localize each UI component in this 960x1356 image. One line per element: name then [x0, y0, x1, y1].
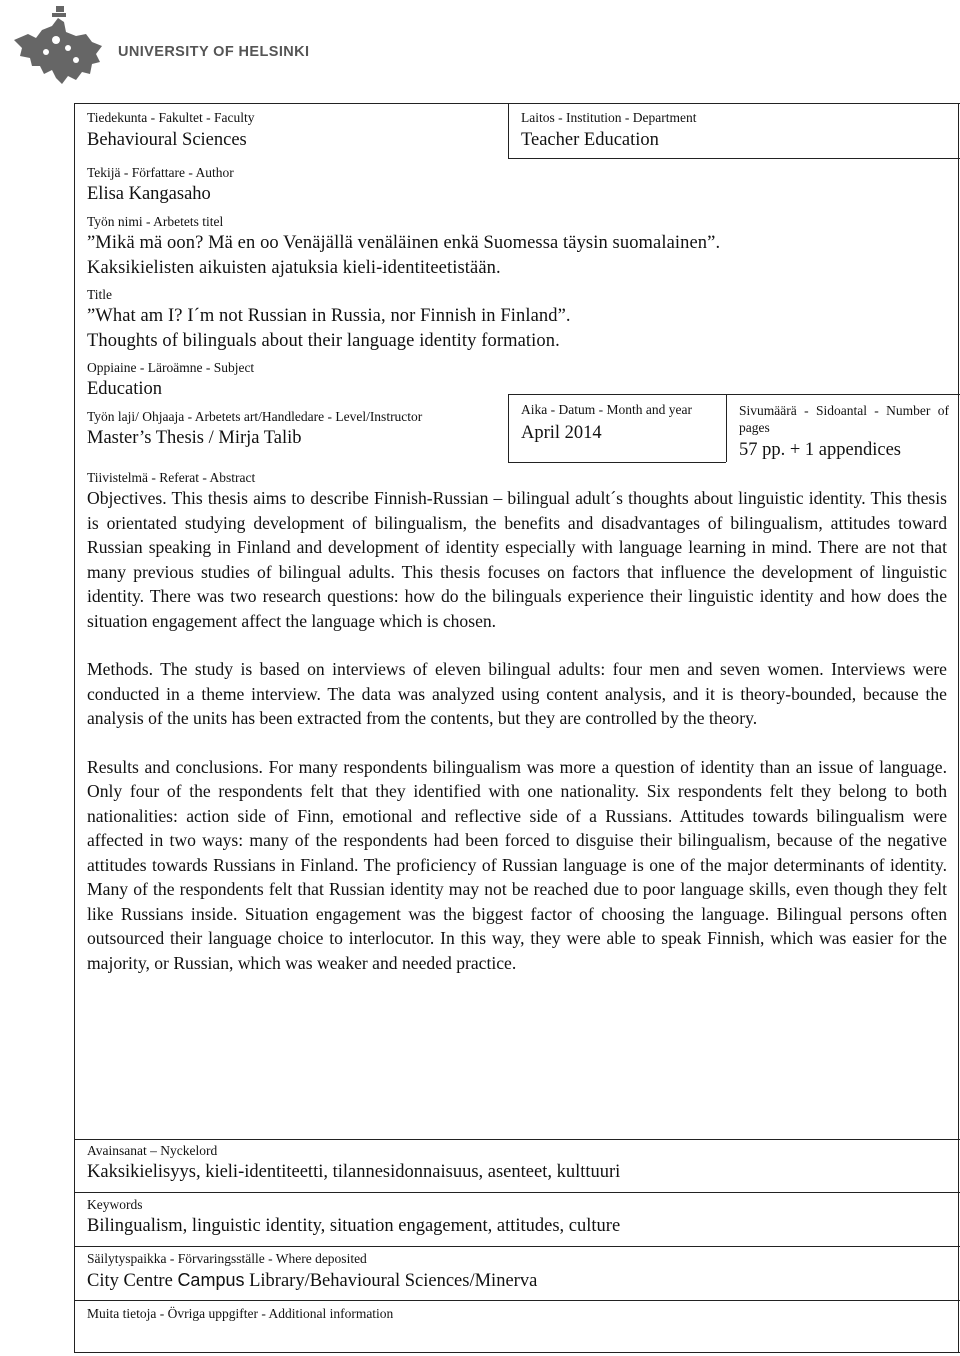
- pages-left-divider: [726, 394, 727, 462]
- keywords-en-bottom-line: [74, 1246, 960, 1247]
- pages-value: 57 pp. + 1 appendices: [739, 440, 901, 460]
- faculty-department-divider: [508, 103, 509, 158]
- keywords-en-label: Keywords: [87, 1197, 143, 1212]
- deposited-label: Säilytyspaikka - Förvaringsställe - Where deposited: [87, 1251, 367, 1266]
- university-name: UNIVERSITY OF HELSINKI: [118, 44, 310, 60]
- date-value: April 2014: [521, 423, 602, 443]
- frame-bottom-line: [74, 1352, 960, 1353]
- subject-value: Education: [87, 379, 163, 399]
- abstract-bottom-line: [74, 1139, 960, 1140]
- deposited-value: [87, 1268, 537, 1293]
- date-row-top-line: [508, 394, 960, 395]
- university-of-helsinki-logo-icon: [6, 4, 106, 86]
- abstract-objectives: Objectives. This thesis aims to describe Finnish-Russian – bilingual adult´s thoughts about linguistic identity. This thesis is orientated studying development of bilingualism, the benefits and disadvantages of bilingualism, attitudes toward Russian speaking in Finland and development of identity especially with language learning in mind. There are not that many previous studies of bilingual adults. This thesis focuses on factors that influence the development of linguistic identity. There was two research questions: how do the bilinguals experience their linguistic identity and how does the situation engagement affect the language which is chosen.: [87, 488, 947, 631]
- abstract-label: Tiivistelmä - Referat - Abstract: [87, 470, 256, 485]
- department-value: Teacher Education: [521, 130, 659, 150]
- deposited-value-part3: Library/Behavioural Sciences/Minerva: [244, 1271, 538, 1291]
- work-title-en-line2: Thoughts of bilinguals about their language identity formation.: [87, 331, 560, 351]
- frame-right-line: [958, 103, 959, 1353]
- date-left-divider: [508, 394, 509, 462]
- work-title-en-line1: ”What am I? I´m not Russian in Russia, nor Finnish in Finland”.: [87, 306, 571, 326]
- date-label: Aika - Datum - Month and year: [521, 402, 692, 417]
- level-value: Master’s Thesis / Mirja Talib: [87, 428, 302, 448]
- additional-info-label: Muita tietoja - Övriga uppgifter - Additional information: [87, 1306, 394, 1321]
- abstract-results: Results and conclusions. For many respondents bilingualism was more a question of identity than an issue of language. Only four of the respondents felt that they identified with one nationality. Six respondents felt they belong to both nationalities: action side of Finn, emotional and reflective side of a Russians. Attitudes towards bilingualism were affected in two ways: many of the respondents had been forced to disguise their bilingualism, because of the negative attitudes towards Russians in Finland. The proficiency of Russian language is one of the major determinants of identity. Many of the respondents felt that Russian identity may not be reached due to poor language skills, even though they felt like Russians inside. Situation engagement was the biggest factor of choosing the language. Bilingual persons often outsourced their language choice to interlocutor. In this way, they were able to speak Finnish, which was easier for the majority, or Russian, which was weaker and needed practice.: [87, 756, 947, 973]
- deposited-bottom-line: [74, 1300, 960, 1301]
- keywords-en-value: Bilingualism, linguistic identity, situation engagement, attitudes, culture: [87, 1216, 621, 1236]
- frame-left-line: [74, 103, 75, 1353]
- keywords-fi-bottom-line: [74, 1192, 960, 1193]
- keywords-fi-value: Kaksikielisyys, kieli-identiteetti, tilannesidonnaisuus, asenteet, kulttuuri: [87, 1162, 621, 1182]
- keywords-fi-label: Avainsanat – Nyckelord: [87, 1143, 218, 1158]
- abstract-body: [87, 486, 947, 975]
- faculty-label: Tiedekunta - Fakultet - Faculty: [87, 110, 255, 125]
- level-label: Työn laji/ Ohjaaja - Arbetets art/Handledare - Level/Instructor: [87, 409, 423, 424]
- work-title-fi-line1: ”Mikä mä oon? Mä en oo Venäjällä venäläinen enkä Suomessa täysin suomalainen”.: [87, 233, 721, 253]
- frame-top-line: [74, 103, 960, 104]
- university-logo: [6, 4, 310, 84]
- pages-label: Sivumäärä - Sidoantal - Number of pages: [739, 403, 949, 435]
- deposited-value-campus: Campus: [177, 1270, 245, 1290]
- work-title-en-label: Title: [87, 287, 113, 302]
- work-title-fi-label: Työn nimi - Arbetets titel: [87, 214, 224, 229]
- abstract-methods: Methods. The study is based on interviews of eleven bilingual adults: four men and seven women. Interviews were conducted in a theme interview. The data was analyzed using content analysis, and it is theory-bounded, because the analysis of the units has been extracted from the contents, but they are controlled by the theory.: [87, 659, 947, 728]
- work-title-fi-line2: Kaksikielisten aikuisten ajatuksia kieli-identiteetistään.: [87, 258, 501, 278]
- author-label: Tekijä - Författare - Author: [87, 165, 234, 180]
- faculty-value: Behavioural Sciences: [87, 130, 247, 150]
- department-label: Laitos - Institution - Department: [521, 110, 697, 125]
- thesis-abstract-form: [74, 103, 960, 1353]
- subject-label: Oppiaine - Läroämne - Subject: [87, 360, 255, 375]
- department-bottom-line: [508, 158, 960, 159]
- date-bottom-line: [508, 462, 726, 463]
- author-value: Elisa Kangasaho: [87, 184, 211, 204]
- deposited-value-part1: City Centre: [87, 1271, 178, 1291]
